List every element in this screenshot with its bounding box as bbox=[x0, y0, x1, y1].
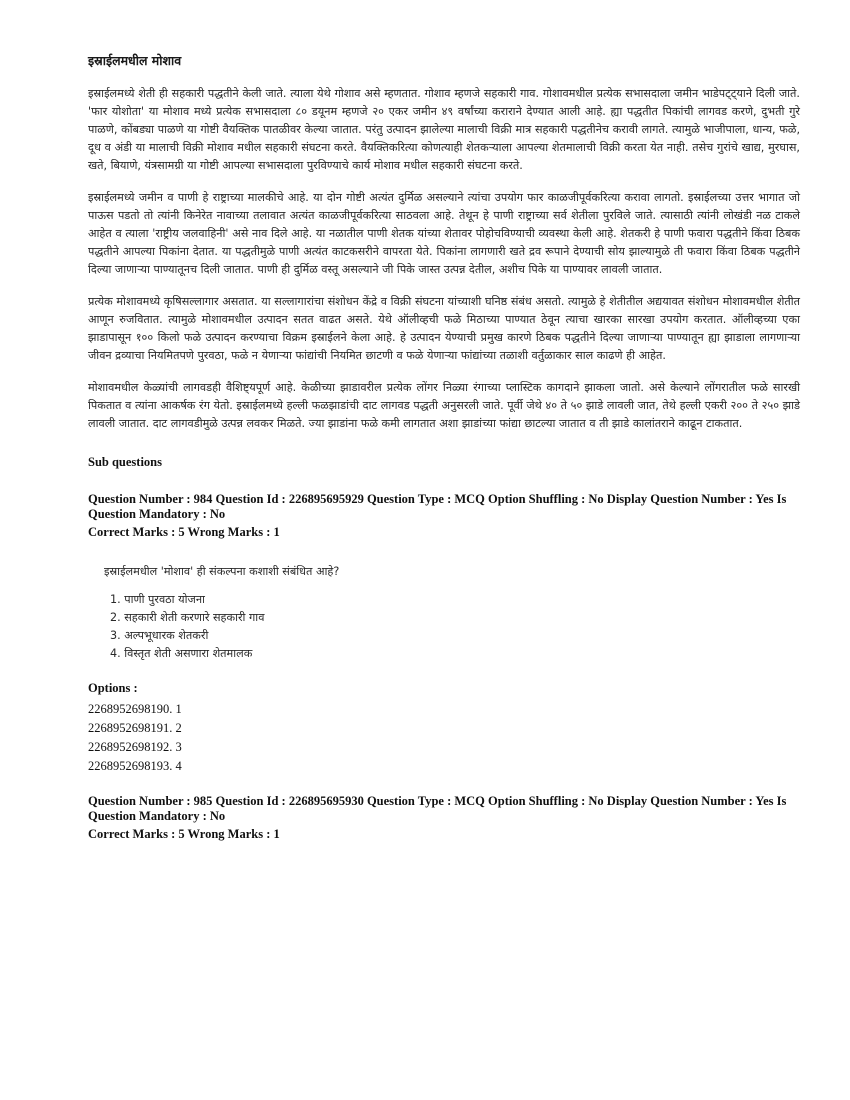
option-id-row: 2268952698191. 2 bbox=[88, 721, 182, 735]
passage-title: इस्राईलमधील मोशाव bbox=[88, 53, 182, 68]
passage-paragraph: इस्राईलमध्ये शेती ही सहकारी पद्धतीने केली जाते. त्याला येथे गोशाव असे म्हणतात. गोशाव म्हणजे सहकारी गाव. गोशावमधील प्रत्येक सभासदाला जमीन भाडेपट्ट्याने दिली जाते. 'फार योशोता' या मोशाव मध्ये प्रत्येक सभासदाला ८० डयूनम म्हणजे २० एकर जमीन ४९ वर्षांच्या कराराने देण्यात आली आहे. ह्या पद्धतीत पिकांची लागवड करणे, दुभती गुरे पाळणे, कोंबड्या पाळणे या गोष्टी वैयक्तिक पातळीवर केल्या जातात. परंतु उत्पादन झालेल्या मालाची विक्री मात्र सहकारी पद्धतीनेच करावी लागते. त्यामुळे भाजीपाला, धान्य, फळे, दूध व अंडी या मालाची विक्री मोशाव मधील सहकारी संघटना करते. वैयक्तिकरित्या कोणत्याही शेतकऱ्याला आपल्या शेतमालाची विक्री करता येत नाही. तसेच गुरांचे खाद्य, मुरघास, खते, बियाणे, यंत्रसामग्री या गोष्टी आपल्या सभासदाला पुरविण्याचे कार्य मोशाव मधील सहकारी संघटना करते. bbox=[88, 87, 800, 172]
passage-paragraph: इस्राईलमध्ये जमीन व पाणी हे राष्ट्राच्या मालकीचे आहे. या दोन गोष्टी अत्यंत दुर्मिळ असल्याने त्यांचा उपयोग फार काळजीपूर्वकरित्या करावा लागतो. इस्राईलच्या उत्तर भागात जो पाऊस पडतो तो त्यांनी किनेरेत नावाच्या तलावात अत्यंत काळजीपूर्वकरित्या साठवला आहे. तेथून हे पाणी राष्ट्राच्या सर्व शेतीला पुरविले जाते. त्यासाठी त्यांनी लोखंडी नळ टाकले आहेत व त्याला 'राष्ट्रीय जलवाहिनी' असे नाव दिले आहे. या नळातील पाणी शेतक यांच्या शेतावर पोहोचविण्याची व्यवस्था केली आहे. शेतकरी हे पाणी फवारा पद्धतीने किंवा ठिबक पद्धतीने आपल्या पिकांना देतात. या पद्धतीमुळे पाणी अत्यंत काटकसरीने वापरता येते. पिकांना लागणारी खते द्रव रूपाने देण्याची सोय झाल्यामुळे ती फवारा किंवा ठिबक पद्धतीने दिल्या जाणाऱ्या पाण्यातूनच दिली जातात. पाणी ही दुर्मिळ वस्तू असल्याने जी पिके जास्त उत्पन्न देतील, अशीच पिके या पाण्यावर लावली जातात. bbox=[88, 191, 800, 276]
choice-item: 2. सहकारी शेती करणारे सहकारी गाव bbox=[110, 611, 265, 624]
passage-paragraph: मोशावमधील केळ्यांची लागवडही वैशिष्ट्यपूर्ण आहे. केळीच्या झाडावरील प्रत्येक लोंगर निळ्या रंगाच्या प्लास्टिक कागदाने झाकला जातो. असे केल्याने लोंगरातील फळे सारखी पिकतात व त्यांना आकर्षक रंग येतो. इस्राईलमध्ये हल्ली फळझाडांची दाट लागवड पद्धती अनुसरली जाते. पूर्वी जेथे ४० ते ५० झाडे लावली जात, तेथे हल्ली एकरी २०० ते २५० झाडे लावली जातात. दाट लागवडीमुळे उत्पन्न लवकर मिळते. ज्या झाडांना फळे कमी लागतात अशा झाडांच्या फांद्या छाटल्या जातात व ती झाडे कालांतराने काढून टाकतात. bbox=[88, 381, 800, 430]
question-marks: Correct Marks : 5 Wrong Marks : 1 bbox=[88, 827, 280, 841]
question-block-984 bbox=[88, 492, 800, 776]
option-id-row: 2268952698193. 4 bbox=[88, 759, 182, 773]
choice-item: 3. अल्पभूधारक शेतकरी bbox=[110, 629, 209, 642]
choice-item: 4. विस्तृत शेती असणारा शेतमालक bbox=[110, 647, 253, 660]
question-block-985 bbox=[88, 794, 800, 842]
sub-questions-heading: Sub questions bbox=[88, 455, 162, 469]
exam-page bbox=[88, 52, 800, 842]
passage-paragraph: प्रत्येक मोशावमध्ये कृषिसल्लागार असतात. या सल्लागारांचा संशोधन केंद्रे व विक्री संघटना यांच्याशी घनिष्ठ संबंध असतो. त्यामुळे हे शेतीतील अद्ययावत संशोधन मोशावमधील शेतीत आणून रुजवितात. त्यामुळे मोशावमधील उत्पादन सतत वाढत असते. येथे ऑलीव्हची फळे मिठाच्या पाण्यात ठेवून त्याचा खारका सारखा उपयोग करतात. ऑलीव्हच्या एका झाडापासून १०० किलो फळे उत्पादन करण्याचा विक्रम इस्राईलने केला आहे. हे उत्पादन येण्याची प्रमुख कारणे ठिबक पद्धतीने दिल्या जाणाऱ्या पाण्यातून ह्या झाडाला लागणाऱ्या जीवन द्रव्याचा नियमितपणे पुरवठा, फळे न येणाऱ्या फांद्यांची नियमित छाटणी व फळे येणाऱ्या फांद्यांच्या तळाशी वर्तुळाकार साल काढणे ही आहेत. bbox=[88, 295, 800, 362]
question-meta: Question Number : 984 Question Id : 226895695929 Question Type : MCQ Option Shuffling : No Display Question Number : Yes Is Question Mandatory : No bbox=[88, 492, 787, 521]
choice-item: 1. पाणी पुरवठा योजना bbox=[110, 593, 205, 606]
question-text: इस्राईलमधील 'मोशाव' ही संकल्पना कशाशी संबंधित आहे? bbox=[104, 565, 340, 578]
choice-list bbox=[110, 591, 800, 663]
option-id-row: 2268952698190. 1 bbox=[88, 702, 182, 716]
question-marks: Correct Marks : 5 Wrong Marks : 1 bbox=[88, 525, 280, 539]
option-id-row: 2268952698192. 3 bbox=[88, 740, 182, 754]
options-heading: Options : bbox=[88, 681, 138, 695]
question-meta: Question Number : 985 Question Id : 226895695930 Question Type : MCQ Option Shuffling : No Display Question Number : Yes Is Question Mandatory : No bbox=[88, 794, 787, 823]
